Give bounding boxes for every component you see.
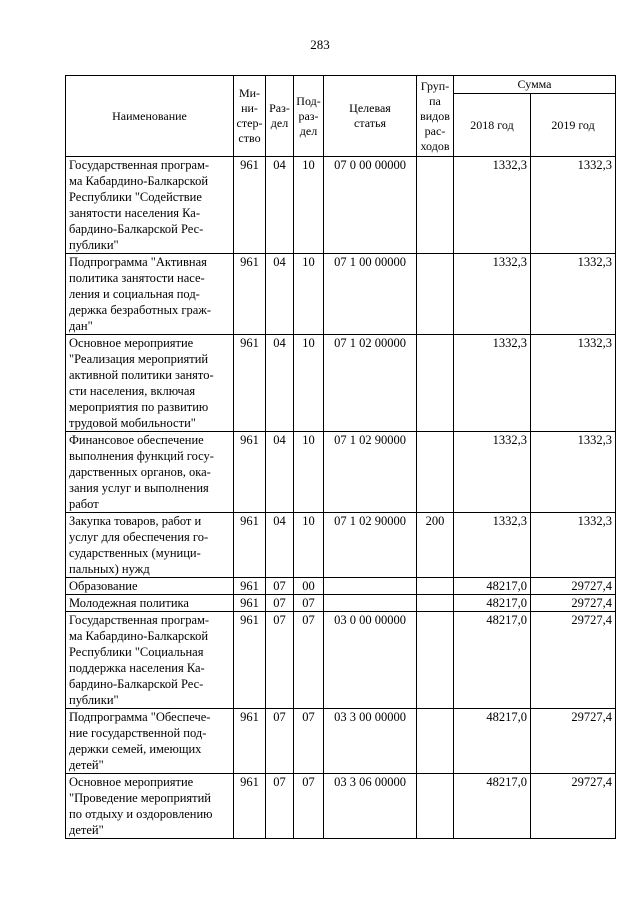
cell-subsection: 10 [294, 335, 324, 432]
table-row [66, 335, 616, 432]
header-year-2018: 2018 год [454, 94, 531, 157]
cell-sum-2018: 1332,3 [454, 157, 531, 254]
table-row [66, 157, 616, 254]
cell-name: Подпрограмма "Обеспече- ние государственной под- держки семей, имеющих детей" [66, 709, 234, 774]
cell-target-article: 03 3 06 00000 [324, 774, 417, 839]
cell-ministry: 961 [234, 578, 266, 595]
cell-target-article: 07 1 02 90000 [324, 513, 417, 578]
cell-sum-2019: 29727,4 [531, 578, 616, 595]
cell-sum-2019: 1332,3 [531, 335, 616, 432]
cell-sum-2019: 1332,3 [531, 432, 616, 513]
cell-expense-group [417, 612, 454, 709]
cell-sum-2018: 48217,0 [454, 612, 531, 709]
table-row [66, 513, 616, 578]
cell-ministry: 961 [234, 254, 266, 335]
cell-target-article: 03 3 00 00000 [324, 709, 417, 774]
header-target-article: Целевая статья [324, 76, 417, 157]
table-row [66, 774, 616, 839]
budget-table [65, 75, 616, 839]
cell-target-article [324, 578, 417, 595]
table-header [66, 76, 616, 157]
cell-sum-2018: 48217,0 [454, 709, 531, 774]
cell-sum-2018: 48217,0 [454, 595, 531, 612]
cell-expense-group [417, 709, 454, 774]
cell-sum-2018: 48217,0 [454, 774, 531, 839]
cell-target-article: 07 1 00 00000 [324, 254, 417, 335]
header-ministry: Ми- ни- стер- ство [234, 76, 266, 157]
cell-expense-group [417, 595, 454, 612]
header-year-2019: 2019 год [531, 94, 616, 157]
header-sum: Сумма [454, 76, 616, 94]
cell-expense-group: 200 [417, 513, 454, 578]
cell-sum-2019: 1332,3 [531, 157, 616, 254]
cell-sum-2019: 1332,3 [531, 254, 616, 335]
cell-target-article: 03 0 00 00000 [324, 612, 417, 709]
table-row [66, 254, 616, 335]
cell-sum-2018: 1332,3 [454, 254, 531, 335]
cell-sum-2019: 1332,3 [531, 513, 616, 578]
cell-ministry: 961 [234, 709, 266, 774]
header-expense-group: Груп- па видов рас- ходов [417, 76, 454, 157]
cell-expense-group [417, 157, 454, 254]
cell-section: 04 [266, 513, 294, 578]
cell-section: 04 [266, 432, 294, 513]
cell-target-article: 07 0 00 00000 [324, 157, 417, 254]
cell-sum-2018: 1332,3 [454, 513, 531, 578]
cell-name: Закупка товаров, работ и услуг для обеспечения го- сударственных (муници- пальных) нужд [66, 513, 234, 578]
table-row [66, 578, 616, 595]
cell-name: Государственная програм- ма Кабардино-Балкарской Республики "Социальная поддержка населения Ка- бардино-Балкарской Рес- публики" [66, 612, 234, 709]
cell-section: 07 [266, 709, 294, 774]
cell-section: 07 [266, 578, 294, 595]
cell-expense-group [417, 254, 454, 335]
cell-expense-group [417, 432, 454, 513]
cell-ministry: 961 [234, 595, 266, 612]
cell-expense-group [417, 578, 454, 595]
cell-section: 07 [266, 612, 294, 709]
cell-sum-2019: 29727,4 [531, 709, 616, 774]
cell-sum-2018: 1332,3 [454, 432, 531, 513]
cell-section: 04 [266, 157, 294, 254]
header-subsection: Под- раз- дел [294, 76, 324, 157]
cell-subsection: 07 [294, 774, 324, 839]
cell-target-article [324, 595, 417, 612]
cell-sum-2018: 1332,3 [454, 335, 531, 432]
table-row [66, 432, 616, 513]
header-name: Наименование [66, 76, 234, 157]
cell-section: 07 [266, 595, 294, 612]
cell-subsection: 07 [294, 595, 324, 612]
cell-ministry: 961 [234, 432, 266, 513]
cell-ministry: 961 [234, 335, 266, 432]
cell-subsection: 00 [294, 578, 324, 595]
cell-target-article: 07 1 02 00000 [324, 335, 417, 432]
cell-sum-2019: 29727,4 [531, 612, 616, 709]
cell-sum-2018: 48217,0 [454, 578, 531, 595]
cell-expense-group [417, 335, 454, 432]
cell-name: Молодежная политика [66, 595, 234, 612]
table-row [66, 709, 616, 774]
cell-subsection: 10 [294, 157, 324, 254]
cell-subsection: 07 [294, 709, 324, 774]
cell-ministry: 961 [234, 513, 266, 578]
cell-target-article: 07 1 02 90000 [324, 432, 417, 513]
cell-ministry: 961 [234, 612, 266, 709]
header-section: Раз- дел [266, 76, 294, 157]
cell-name: Основное мероприятие "Реализация мероприятий активной политики занято- сти населения, включая мероприятия по развитию трудовой мобильности" [66, 335, 234, 432]
cell-subsection: 10 [294, 432, 324, 513]
table-body [66, 157, 616, 839]
cell-expense-group [417, 774, 454, 839]
cell-ministry: 961 [234, 157, 266, 254]
cell-name: Государственная програм- ма Кабардино-Балкарской Республики "Содействие занятости населения Ка- бардино-Балкарской Рес- публики" [66, 157, 234, 254]
table-row [66, 612, 616, 709]
page-number: 283 [310, 37, 330, 52]
cell-section: 04 [266, 335, 294, 432]
cell-subsection: 10 [294, 254, 324, 335]
cell-sum-2019: 29727,4 [531, 595, 616, 612]
cell-section: 07 [266, 774, 294, 839]
cell-name: Подпрограмма "Активная политика занятости насе- ления и социальная под- держка безработных граж- дан" [66, 254, 234, 335]
cell-subsection: 10 [294, 513, 324, 578]
cell-name: Финансовое обеспечение выполнения функций госу- дарственных органов, ока- зания услуг и выполнения работ [66, 432, 234, 513]
cell-subsection: 07 [294, 612, 324, 709]
cell-name: Образование [66, 578, 234, 595]
cell-ministry: 961 [234, 774, 266, 839]
cell-section: 04 [266, 254, 294, 335]
cell-sum-2019: 29727,4 [531, 774, 616, 839]
cell-name: Основное мероприятие "Проведение мероприятий по отдыху и оздоровлению детей" [66, 774, 234, 839]
table-row [66, 595, 616, 612]
